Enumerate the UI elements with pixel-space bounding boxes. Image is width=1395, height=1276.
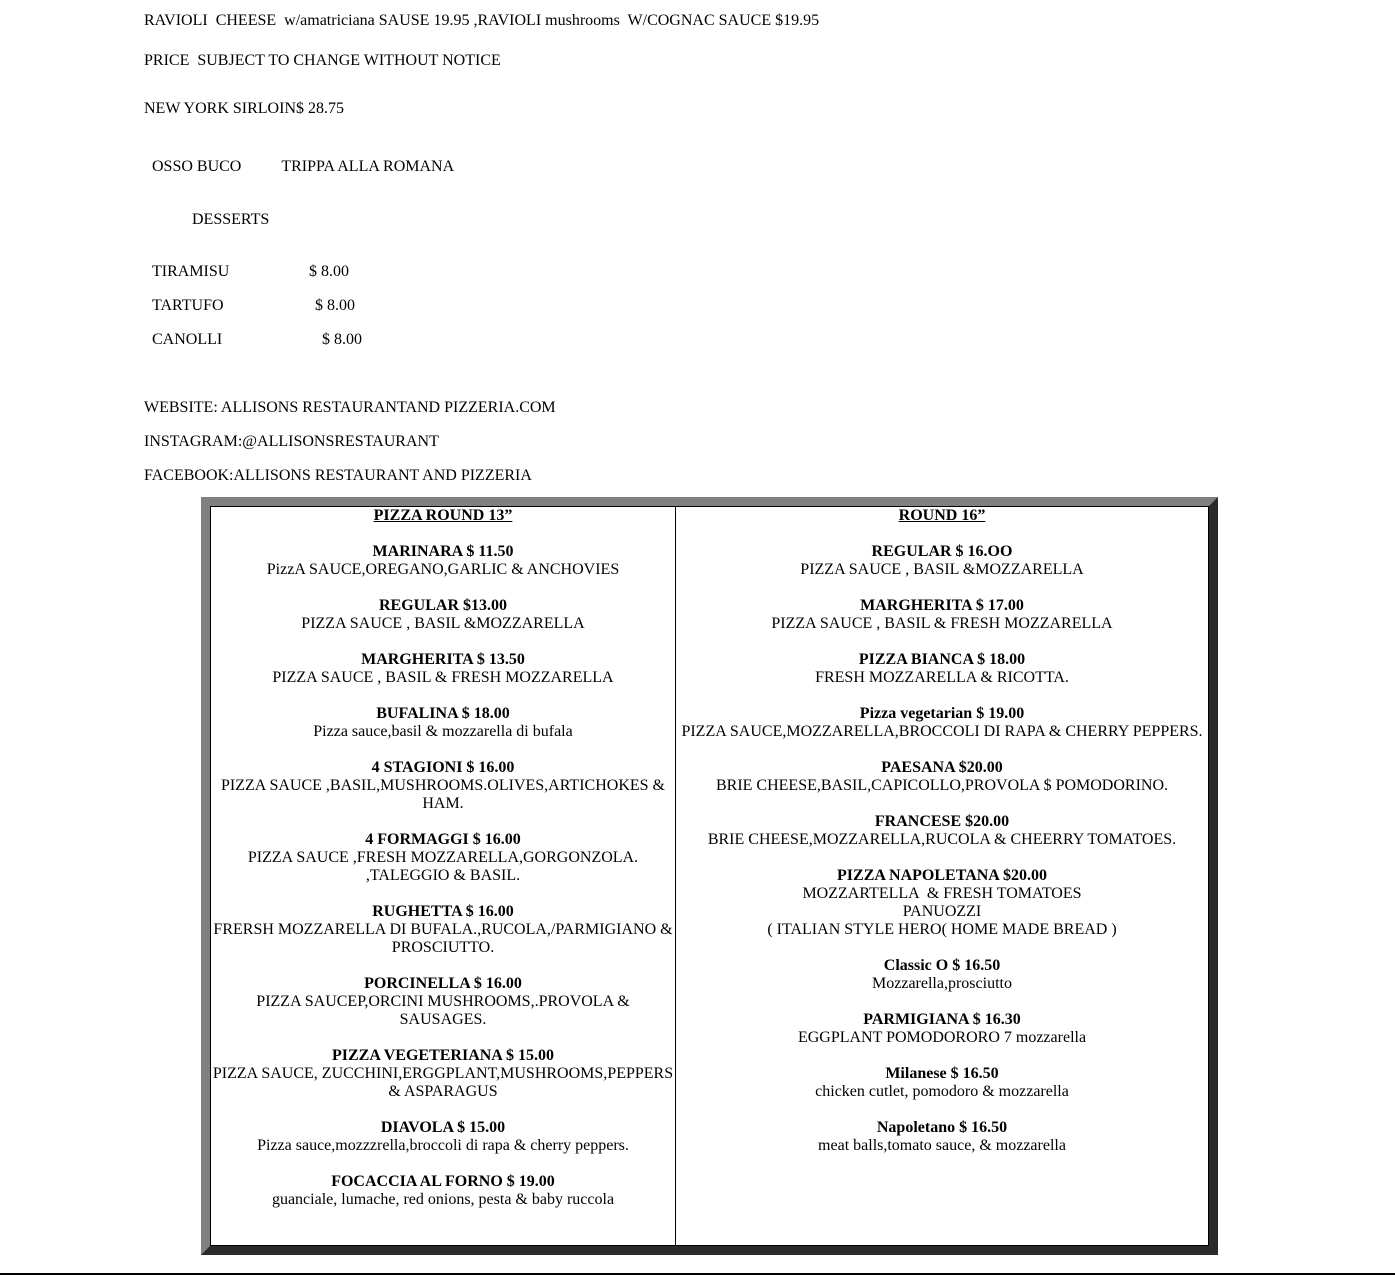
dessert-price: $ 8.00 [322,331,362,348]
menu-item [211,1119,675,1155]
menu-item [676,1065,1208,1101]
item-desc: FRERSH MOZZARELLA DI BUFALA.,RUCOLA,/PARMIGIANO & PROSCIUTTO. [213,921,673,956]
item-name: 4 STAGIONI $ 16.00 [371,759,515,776]
item-desc: PIZZA SAUCE ,BASIL,MUSHROOMS.OLIVES,ARTICHOKES & HAM. [221,777,665,812]
item-name: 4 FORMAGGI $ 16.00 [365,831,521,848]
dessert-row [144,279,355,315]
item-desc: BRIE CHEESE,BASIL,CAPICOLLO,PROVOLA $ POMODORINO. [715,777,1169,794]
menu-item [211,975,675,1029]
item-desc: Pizza sauce,basil & mozzarella di bufala [313,723,573,740]
item-name: Classic O $ 16.50 [883,957,1001,974]
column-heading: ROUND 16” [898,507,986,524]
menu-item [676,1119,1208,1155]
menu-item [676,705,1208,741]
item-name: MARINARA $ 11.50 [372,543,514,560]
item-desc: MOZZARTELLA & FRESH TOMATOES [802,885,1082,902]
item-name: REGULAR $ 16.OO [871,543,1013,560]
item-name: Pizza vegetarian $ 19.00 [859,705,1025,722]
item-name: PARMIGIANA $ 16.30 [863,1011,1021,1028]
item-name: PIZZA BIANCA $ 18.00 [858,651,1026,668]
column-heading: PIZZA ROUND 13” [373,507,513,524]
item-desc: PIZZA SAUCE , BASIL & FRESH MOZZARELLA [272,669,614,686]
menu-item [676,651,1208,687]
item-desc: meat balls,tomato sauce, & mozzarella [818,1137,1066,1154]
menu-item [676,759,1208,795]
price-notice: PRICE SUBJECT TO CHANGE WITHOUT NOTICE [144,52,501,69]
item-desc: chicken cutlet, pomodoro & mozzarella [815,1083,1069,1100]
menu-item [211,1173,675,1209]
menu-item [211,651,675,687]
dessert-name: CANOLLI [152,331,223,348]
item-desc: PIZZA SAUCE , BASIL & FRESH MOZZARELLA [771,615,1113,632]
item-desc: guanciale, lumache, red onions, pesta & baby ruccola [271,1191,615,1208]
osso-buco-line [144,140,454,176]
item-name: MARGHERITA $ 17.00 [860,597,1024,614]
item-name: Milanese $ 16.50 [885,1065,999,1082]
item-desc: PIZZA SAUCEP,ORCINI MUSHROOMS,.PROVOLA & SAUSAGES. [256,993,630,1028]
menu-item [211,759,675,813]
item-name: MARGHERITA $ 13.50 [361,651,525,668]
menu-item [676,813,1208,849]
menu-item [211,831,675,885]
pizza-13-column [211,507,676,1245]
item-desc: PIZZA SAUCE , BASIL &MOZZARELLA [301,615,585,632]
dessert-name: TIRAMISU [152,263,230,280]
facebook-line: FACEBOOK:ALLISONS RESTAURANT AND PIZZERIA [144,467,532,484]
item-name: REGULAR $13.00 [378,597,507,614]
item-name: FOCACCIA AL FORNO $ 19.00 [331,1173,555,1190]
item-desc: EGGPLANT POMODORORO 7 mozzarella [797,1029,1087,1046]
item-desc: Mozzarella,prosciutto [872,975,1012,992]
dessert-row [144,313,362,349]
pizza-table [210,506,1209,1246]
menu-item [211,705,675,741]
item-name: FRANCESE $20.00 [874,813,1010,830]
item-desc: PIZZA SAUCE ,FRESH MOZZARELLA,GORGONZOLA. ,TALEGGIO & BASIL. [247,849,639,884]
item-desc: Pizza sauce,mozzzrella,broccoli di rapa & cherry peppers. [257,1137,629,1154]
item-desc: PIZZA SAUCE,MOZZARELLA,BROCCOLI DI RAPA & CHERRY PEPPERS. [681,723,1203,740]
menu-item [676,597,1208,633]
item-name: PIZZA NAPOLETANA $20.00 [837,867,1047,884]
item-desc: PizzA SAUCE,OREGANO,GARLIC & ANCHOVIES [266,561,620,578]
item-desc: PIZZA SAUCE, ZUCCHINI,ERGGPLANT,MUSHROOMS,PEPPERS & ASPARAGUS [212,1065,674,1100]
sirloin-line: NEW YORK SIRLOIN$ 28.75 [144,100,344,117]
item-name: PORCINELLA $ 16.00 [364,975,522,992]
menu-item [211,903,675,957]
item-name: PIZZA VEGETERIANA $ 15.00 [332,1047,554,1064]
dessert-name: TARTUFO [152,297,224,314]
item-name: PAESANA $20.00 [881,759,1003,776]
osso-buco: OSSO BUCO [152,158,242,175]
item-desc: BRIE CHEESE,MOZZARELLA,RUCOLA & CHEERRY TOMATOES. [707,831,1177,848]
item-desc-extra: PANUOZZI [902,903,982,920]
ravioli-line: RAVIOLI CHEESE w/amatriciana SAUSE 19.95 ,RAVIOLI mushrooms W/COGNAC SAUCE $19.95 [144,12,820,29]
menu-item [211,1047,675,1101]
menu-item [676,867,1208,939]
pizza-16-column [676,507,1208,1245]
page-bottom-rule [0,1273,1395,1275]
desserts-heading: DESSERTS [192,211,270,228]
instagram-line: INSTAGRAM:@ALLISONSRESTAURANT [144,433,439,450]
dessert-price: $ 8.00 [315,297,355,314]
menu-item [211,597,675,633]
menu-item [676,1011,1208,1047]
website-line: WEBSITE: ALLISONS RESTAURANTAND PIZZERIA.COM [144,399,556,416]
item-desc: FRESH MOZZARELLA & RICOTTA. [815,669,1069,686]
item-desc-extra: ( ITALIAN STYLE HERO( HOME MADE BREAD ) [767,921,1117,938]
dessert-row [144,245,349,281]
pizza-table-frame [201,497,1218,1255]
menu-item [676,543,1208,579]
item-name: DIAVOLA $ 15.00 [380,1119,506,1136]
item-desc: PIZZA SAUCE , BASIL &MOZZARELLA [800,561,1084,578]
trippa: TRIPPA ALLA ROMANA [281,158,455,175]
dessert-price: $ 8.00 [309,263,349,280]
item-name: RUGHETTA $ 16.00 [372,903,514,920]
item-name: BUFALINA $ 18.00 [376,705,510,722]
item-name: Napoletano $ 16.50 [876,1119,1008,1136]
menu-item [676,957,1208,993]
menu-item [211,543,675,579]
